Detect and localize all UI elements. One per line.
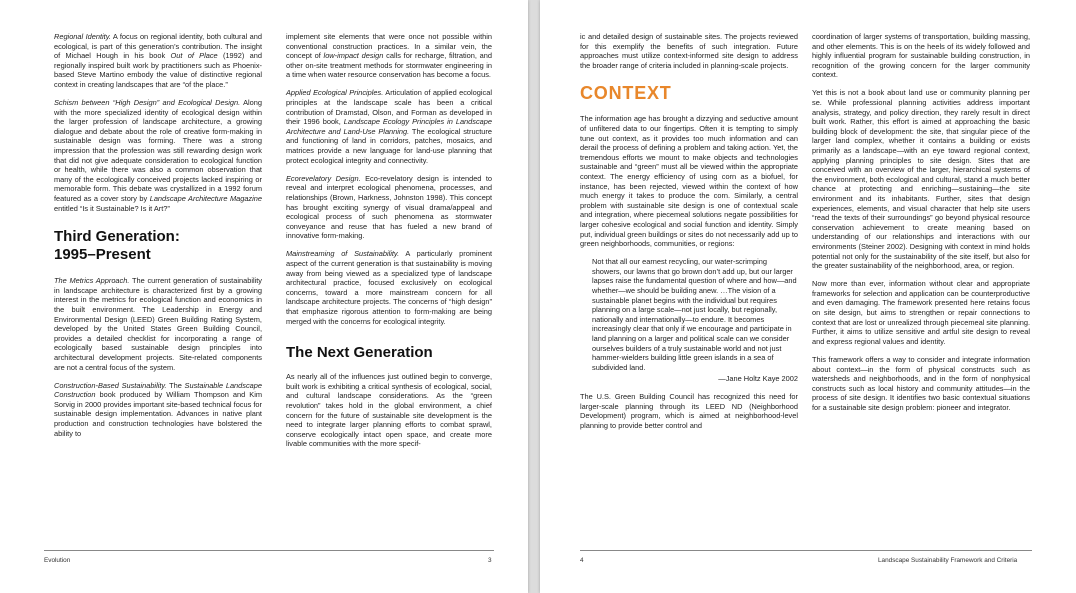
run-body: As nearly all of the influences just outlined begin to converge, built work is exhibiting a critical synthesis of ecological, social, and cultural landscape considerations. As the “green revolution” takes hold in the global environment, a chief concern for the future of sustainable site development is the need to integrate larger planning efforts to combat sprawl, conserve ecologically intact open space, and create more livable communities with the more specif-	[286, 372, 492, 449]
right-page	[540, 0, 1076, 593]
paragraph-continuation: ic and detailed design of sustainable sites. The projects reviewed for this exemplify the benefits of such integration. Future approaches must utilize context-informed site design to address the broader range of criteria included in planning-scale projects.	[580, 32, 798, 70]
paragraph-low-impact	[286, 32, 492, 80]
paragraph-framework-offers: This framework offers a way to consider and integrate information about context—in the form of physical constructs such as watersheds and neighborhoods, and in the form of nonphysical constructs such as local history and community attitudes—in the process of site design. It identifies two basic contextual situations for a sustainable site design problem: pioneer and integrator.	[812, 354, 1030, 412]
quote-text: Not that all our earnest recycling, our water-scrimping showers, our lawns that go brown don’t add up, but our larger lapses raise the fundamental question of where and how—and whether—we should be building anew. …The vision of a sustainable planet begins with the individual but requires planning on a large scale—not just locally, but regionally, nationally and internationally—to endure. It becomes increasingly clear that only if we encourage and participate in land planning on a larger and political scale can we consider ourselves builders of a truly sustainable world and not just hammer-wielders building little green islands in a sea of subdivided land.	[592, 257, 797, 372]
paragraph-not-a-book: Yet this is not a book about land use or community planning per se. While professional planning activities address important analysis, strategy, and policy direction, they rarely result in direct built work. Rather, this effort is aimed at approaching the basic building block of development: the site, that singular piece of the larger land complex, whether it contains a building or exists primarily as a landscape—with an eye toward regional context, applying planning principles to site design. Sites that are conceived with an overview of the larger, hierarchical systems of the environment, both ecological and cultural, stand a much better chance at protecting and enriching—sustaining—the site environment and its inhabitants. Further, sites that design experiences, elements, and visual character that help site users “read the texts of their surroundings” go beyond physical resource conservation achievement to create meaning based on understanding of our relationships and interactions with our environments (Steiner 2002). Designing with context in mind holds potential not only for the sustainability of the site itself, but also for the greater sustainability of the neighborhood, area, or region.	[812, 88, 1030, 271]
paragraph-regional-identity	[54, 32, 262, 90]
heading-line: Third Generation:	[54, 228, 180, 246]
run-tail: book produced by William Thompson and Kim Sorvig in 2000 provides important site-based technical focus for sustainable design implementation. Advances in native plant production and construction technologies have bolstered the ability to	[54, 390, 262, 438]
run-lead: Applied Ecological Principles.	[286, 88, 384, 98]
run-tail: The ecological structure and functioning of land in corridors, patches, mosaics, and matrices provide a new language for land-use planning that protect ecological integrity and connectivity.	[286, 126, 492, 165]
run-lead: Ecorevelatory Design.	[286, 173, 361, 183]
run-body: The current generation of sustainability in landscape architecture is characterized first by a growing interest in the metrics for ecological function and economics in the built environment. The Leadership in Energy and Environmental Design (LEED) Green Building Rating System, developed by the United States Green Building Council, provides a detailed checklist for incorporating a range of ecologically based sustainable design principles into architectural development projects. Site-related components are not a central focus of the system.	[54, 276, 262, 372]
run-title: Out of Place	[170, 51, 218, 61]
run-lead: Mainstreaming of Sustainability.	[286, 249, 400, 259]
run-body: A particularly prominent aspect of the current generation is that sustainability is moving away from being viewed as a specialized type of landscape architectural practice, focused exclusively on ecological concerns, toward a more mainstream concern for all landscape architecture projects. The concerns of “high design” that emphasize rigorous attention to form-making are being merged with the concerns for ecological integrity.	[286, 249, 492, 326]
page-number: 4	[580, 557, 584, 564]
quote-attribution: —Jane Holtz Kaye 2002	[718, 374, 798, 384]
block-quote	[592, 257, 798, 384]
right-page-column-1	[580, 32, 798, 430]
paragraph-now-more-than-ever: Now more than ever, information without clear and appropriate frameworks for selection and application can be counterproductive and even damaging. The framework presented here retains focus on site design, but aims to strengthen or repair connections to context that are lost or unrealized through piecemeal site planning. Further, it aims to utilize sensitive and artful site design to reveal and express regional values and identity.	[812, 279, 1030, 346]
run-body: Articulation of applied ecological principles at the landscape scale has been a critical contribution of Dramstad, Olson, and Forman as developed in their 1996 book,	[286, 88, 492, 127]
heading-line: 1995–Present	[54, 246, 151, 264]
paragraph-information-age: The information age has brought a dizzying and seductive amount of unfiltered data to our fingertips. Often it is tempting to simply tune out context, as it provides too much information and can derail the process of defining a problem and taking action. Yet, the tremendous efforts we mount to make objects and technologies sustainable and “green” must all be viewed within the appropriate context. The energy efficiency of using corn as a biofuel, for instance, has been rejected, viewed within the context of how much energy it takes to produce the corn. Similarly, a central problem with sustainable site design is one of contextual scale and integration, where piecemeal solutions negate possibilities for larger cohesive ecological and social function and identity. Simply put, individual green buildings or sites do not necessarily add up to green neighborhoods, communities, or regions:	[580, 114, 798, 249]
run-body: Along with the more specialized identity of ecological design within the larger profession of landscape architecture, a growing dialogue and debate about the role of creative form-making in sustainable design was forming. There was a strong impression that the profession was still rewarding design work that did not give adequate consideration to ecological function or health, while there was also a common observation that many of the ecologically conceived projects lacked inspiring or memorable form. This debate was crystallized in a 1992 forum featured as a cover story by	[54, 98, 262, 203]
footer-book-title: Landscape Sustainability Framework and Criteria	[878, 557, 1018, 564]
right-page-column-2	[812, 32, 1030, 412]
paragraph-applied-ecological	[286, 88, 492, 165]
run-title: Landscape Architecture Magazine	[149, 194, 262, 203]
left-page-column-2	[286, 32, 492, 449]
run-lead: The Metrics Approach.	[54, 276, 130, 286]
paragraph-usgbc: The U.S. Green Building Council has recognized this need for larger-scale planning through its LEED ND (Neighborhood Development) program, which is aimed at neighborhood-level planning to provide better control and	[580, 391, 798, 430]
run-body: implement site elements that were once not possible within conventional construction practices. In a similar vein, the concept of	[286, 32, 492, 61]
paragraph-construction-based	[54, 381, 262, 439]
run-tail: entitled “Is it Sustainable? Is it Art?”	[54, 203, 170, 213]
footer-rule	[580, 550, 1032, 551]
paragraph-coordination: coordination of larger systems of transportation, building massing, and other elements. This is on the heels of its widely followed and highly influential program for sustainable building construction, in recognition of the growing concern for the larger community context.	[812, 32, 1030, 80]
paragraph-next-generation	[286, 372, 492, 449]
heading-next-generation: The Next Generation	[286, 344, 433, 362]
run-tail: (1992) and regionally inspired built work by practitioners such as Phoenix-based Steve Martino embody the value of distinctive regional context in creating landscapes that are “of the place.”	[54, 51, 262, 89]
run-title: Landscape Ecology Principles in Landscape Architecture and Land-Use Planning.	[286, 117, 492, 136]
left-page	[0, 0, 528, 593]
run-title: Sustainable Landscape Construction	[54, 380, 262, 400]
paragraph-ecorevelatory	[286, 174, 492, 241]
run-lead: Schism between “High Design” and Ecological Design.	[54, 98, 241, 108]
footer-section-title: Evolution	[44, 557, 71, 564]
run-lead: Regional Identity.	[54, 32, 111, 41]
run-body: Eco-revelatory design is intended to reveal and interpret ecological phenomena, processes, and relationships (Brown, Harkness, Johnston 1998). This concept has brought exciting synergy of visual drama/appeal and ecological process of such phenomena as stormwater conveyance and reuse that has fueled a new brand of innovative form-making.	[286, 173, 492, 241]
paragraph-schism	[54, 98, 262, 213]
run-tail: calls for recharge, filtration, and other on-site treatment methods for stormwater engineering in a time when water resource conservation has become a focus.	[286, 51, 492, 80]
heading-context: CONTEXT	[580, 83, 672, 104]
left-page-column-1	[54, 32, 262, 438]
heading-third-generation	[54, 228, 262, 264]
run-lead: Construction-Based Sustainability.	[54, 380, 167, 390]
page-number: 3	[488, 557, 492, 564]
run-emphasis: low-impact design	[323, 51, 384, 61]
paragraph-metrics-approach	[54, 276, 262, 372]
run-body: A focus on regional identity, both cultural and ecological, is part of this generation’s contribution. The insight of Michael Hough in his book	[54, 32, 262, 61]
footer-rule	[44, 550, 494, 551]
run-body: The	[166, 380, 185, 390]
paragraph-mainstreaming	[286, 249, 492, 326]
